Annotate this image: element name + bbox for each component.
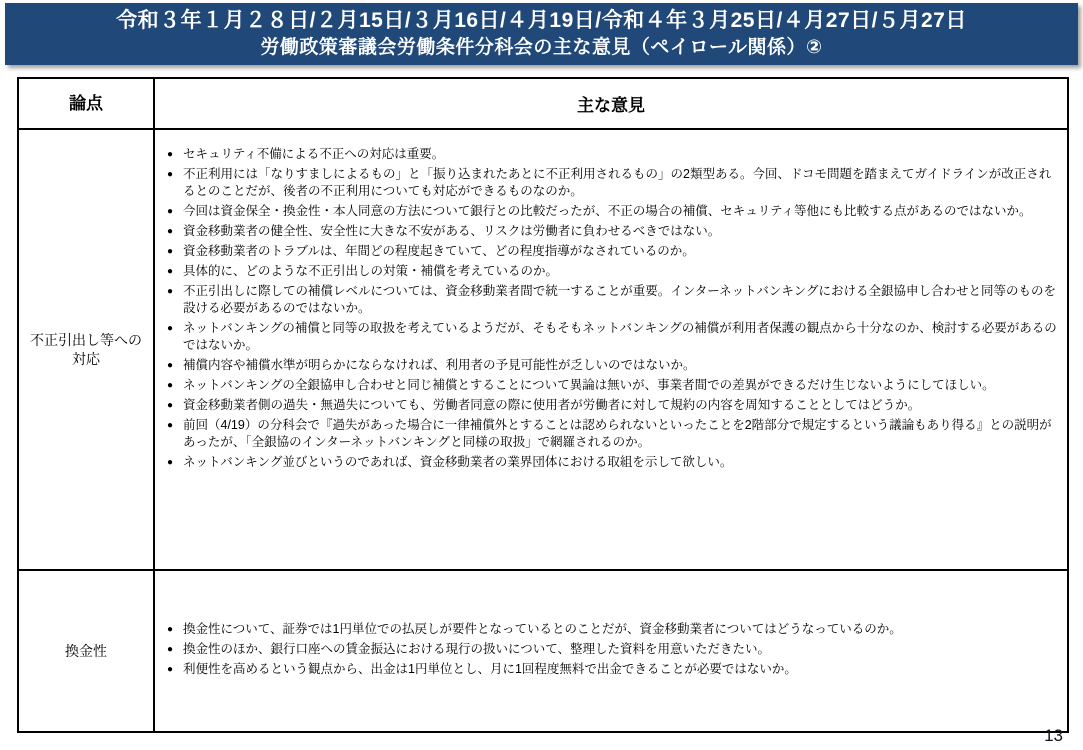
bullet-icon — [167, 661, 173, 678]
opinion-text: 換金性について、証券では1円単位での払戻しが要件となっているとのことだが、資金移動業者についてはどうなっているのか。 — [183, 622, 902, 636]
opinion-item — [167, 377, 1057, 394]
opinions-cell-fraud-withdrawal — [155, 130, 1067, 569]
opinion-item — [167, 283, 1057, 317]
opinion-text: 不正利用には「なりすましによるもの」と「振り込まれたあとに不正利用されるもの」の2類型ある。今回、ドコモ問題を踏まえてガイドラインが改正されるとのことだが、後者の不正利用についても対応ができるものなのか。 — [183, 167, 1052, 198]
opinion-text: セキュリティ不備による不正への対応は重要。 — [183, 147, 445, 161]
bullet-icon — [167, 357, 173, 374]
opinion-text: 前回（4/19）の分科会で『過失があった場合に一律補償外とすることは認められないといったことを2階部分で規定するという議論もあり得る』との説明があったが、「全銀協のインターネットバンキングと同様の取扱」で網羅されるのか。 — [183, 418, 1052, 449]
opinion-text: 資金移動業者の健全性、安全性に大きな不安がある、リスクは労働者に負わせるべきではない。 — [183, 224, 721, 238]
opinion-item — [167, 454, 1057, 471]
opinion-text: 資金移動業者のトラブルは、年間どの程度起きていて、どの程度指導がなされているのか。 — [183, 244, 695, 258]
opinion-list-cashability — [167, 621, 1057, 681]
opinion-item — [167, 166, 1057, 200]
opinion-item — [167, 417, 1057, 451]
opinions-table — [17, 77, 1069, 733]
bullet-icon — [167, 166, 173, 183]
opinion-item — [167, 146, 1057, 163]
bullet-icon — [167, 397, 173, 414]
bullet-icon — [167, 454, 173, 471]
opinion-list-fraud-withdrawal — [167, 146, 1057, 474]
opinion-text: 資金移動業者側の過失・無過失についても、労働者同意の際に使用者が労働者に対して規約の内容を周知することとしてはどうか。 — [183, 398, 921, 412]
title-banner — [5, 3, 1078, 65]
bullet-icon — [167, 283, 173, 300]
opinion-text: 補償内容や補償水準が明らかにならなければ、利用者の予見可能性が乏しいのではないか。 — [183, 358, 696, 372]
column-header-opinions: 主な意見 — [577, 96, 645, 115]
bullet-icon — [167, 203, 173, 220]
opinion-text: ネットバンキング並びというのであれば、資金移動業者の業界団体における取組を示して欲しい。 — [183, 455, 733, 469]
bullet-icon — [167, 621, 173, 638]
opinion-item — [167, 641, 1057, 658]
opinion-text: ネットバンキングの全銀協申し合わせと同じ補償とすることについて異論は無いが、事業者間での差異ができるだけ生じないようにしてほしい。 — [183, 378, 995, 392]
table-row-cashability — [19, 569, 1067, 731]
opinion-item — [167, 263, 1057, 280]
column-header-topic: 論点 — [19, 79, 155, 128]
topic-label-fraud-withdrawal: 不正引出し等への対応 — [19, 130, 155, 569]
title-dates: 令和３年１月２８日/２月15日/３月16日/４月19日/令和４年３月25日/４月27日/５月27日 — [116, 9, 967, 32]
bullet-icon — [167, 243, 173, 260]
title-subtitle: 労働政策審議会労働条件分科会の主な意見（ペイロール関係）② — [260, 37, 823, 58]
bullet-icon — [167, 320, 173, 337]
table-header-row — [19, 79, 1067, 128]
bullet-icon — [167, 417, 173, 434]
opinion-item — [167, 203, 1057, 220]
opinion-text: 利便性を高めるという観点から、出金は1円単位とし、月に1回程度無料で出金できることが必要ではないか。 — [183, 662, 797, 676]
bullet-icon — [167, 146, 173, 163]
table-row-fraud-withdrawal — [19, 128, 1067, 569]
opinion-text: 不正引出しに際しての補償レベルについては、資金移動業者間で統一することが重要。インターネットバンキングにおける全銀協申し合わせと同等のものを設ける必要があるのではないか。 — [183, 284, 1057, 315]
opinion-item — [167, 397, 1057, 414]
opinion-item — [167, 357, 1057, 374]
opinion-text: 換金性のほか、銀行口座への賃金振込における現行の扱いについて、整理した資料を用意いただきたい。 — [183, 642, 771, 656]
bullet-icon — [167, 641, 173, 658]
bullet-icon — [167, 223, 173, 240]
page-number: 13 — [1044, 726, 1063, 745]
opinion-item — [167, 621, 1057, 638]
opinion-item — [167, 320, 1057, 354]
opinion-text: 今回は資金保全・換金性・本人同意の方法について銀行との比較だったが、不正の場合の補償、セキュリティ等他にも比較する点があるのではないか。 — [183, 204, 1032, 218]
opinion-text: 具体的に、どのような不正引出しの対策・補償を考えているのか。 — [183, 264, 559, 278]
opinions-cell-cashability — [155, 571, 1067, 731]
opinion-item — [167, 223, 1057, 240]
bullet-icon — [167, 377, 173, 394]
topic-label-cashability: 換金性 — [19, 571, 155, 731]
opinion-item — [167, 243, 1057, 260]
opinion-item — [167, 661, 1057, 678]
opinion-text: ネットバンキングの補償と同等の取扱を考えているようだが、そもそもネットバンキングの補償が利用者保護の観点から十分なのか、検討する必要があるのではないか。 — [183, 321, 1057, 352]
bullet-icon — [167, 263, 173, 280]
